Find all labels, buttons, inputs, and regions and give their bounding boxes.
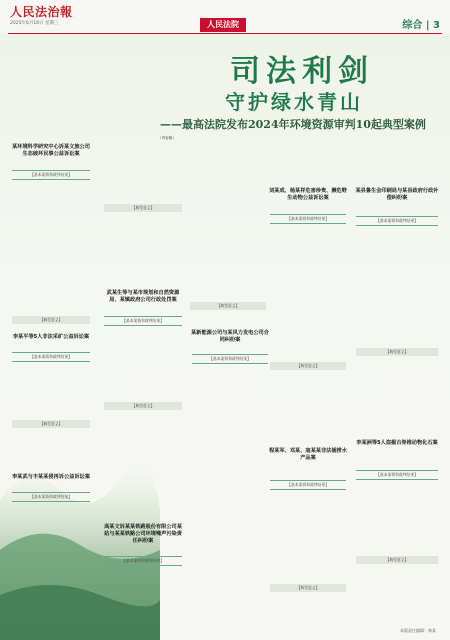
headline-subtitle: ——最高法院发布2024年环境资源审判10起典型案例 [160, 118, 426, 131]
page-header [0, 0, 450, 34]
case-title-5: 高某文诉某某铁路股份有限公司某站与某某铁路公司环境噪声污染责任纠纷案 [104, 524, 182, 544]
landscape-illustration [0, 380, 160, 640]
case-title-2: 李某平等5人非法采矿公益诉讼案 [12, 334, 90, 340]
case-title-7: 某新能源公司与某风力发电公司合同纠纷案 [191, 330, 269, 343]
case-title-4: 武某生等与某市规划和自然资源局、某镇政府公司行政处罚案 [106, 290, 180, 303]
case-title-1: 某环境科学研究中心诉某文旅公司生态破坏民事公益诉讼案 [12, 144, 90, 157]
case-tag-4: 【基本案情和裁判结果】 [104, 316, 182, 326]
newspaper-masthead: 人民法治報 [10, 5, 73, 19]
dateline: 2025年6月18日 星期三 [10, 21, 59, 26]
headline-line-2: 守护绿水青山 [225, 90, 363, 114]
typical-label-6: 【典型意义】 [270, 362, 346, 370]
typical-label-5: 【典型意义】 [190, 302, 266, 310]
case-tag-5: 【基本案情和裁判结果】 [104, 556, 182, 566]
typical-label-4: 【典型意义】 [104, 402, 182, 410]
intro-paragraph: （内容略） [158, 136, 176, 140]
case-title-9: 某县鲁生会印刷局与某县政府行政补偿纠纷案 [355, 188, 439, 201]
page-label: 综合 | 3 [402, 20, 440, 31]
typical-label-3: 【典型意义】 [104, 204, 182, 212]
typical-label-2: 【典型意义】 [12, 420, 90, 428]
typical-label-8: 【典型意义】 [356, 348, 438, 356]
case-title-6: 刘某成、杨某祥危害珍贵、濒危野生动物公益诉讼案 [269, 188, 347, 201]
case-tag-8: 【基本案情和裁判结果】 [270, 480, 346, 490]
typical-label-9: 【典型意义】 [356, 556, 438, 564]
case-title-3: 李某武与丰某某侵再诉公益诉讼案 [12, 474, 90, 480]
case-tag-7: 【基本案情和裁判结果】 [192, 354, 268, 364]
case-tag-2: 【基本案情和裁判结果】 [12, 352, 90, 362]
case-body-1 [10, 180, 92, 315]
typical-label-7: 【典型意义】 [270, 584, 346, 592]
headline-line-1: 司法利剑 [230, 54, 374, 89]
case-tag-10: 【基本案情和裁判结果】 [356, 470, 438, 480]
case-title-10: 李某洲等5人盗掘古脊椎动物化石案 [356, 440, 438, 446]
editor-credit: 本版责任编辑：林某 [400, 628, 436, 633]
case-tag-6: 【基本案情和裁判结果】 [270, 214, 346, 224]
case-tag-9: 【基本案情和裁判结果】 [356, 216, 438, 226]
section-tab: 人民法院 [200, 18, 246, 32]
case-tag-1: 【基本案情和裁判结果】 [12, 170, 90, 180]
case-title-8: 程某军、邓某、寇某某非法捕捞水产品案 [269, 448, 347, 461]
case-tag-3: 【基本案情和裁判结果】 [12, 492, 90, 502]
typical-label-1: 【典型意义】 [12, 316, 90, 324]
